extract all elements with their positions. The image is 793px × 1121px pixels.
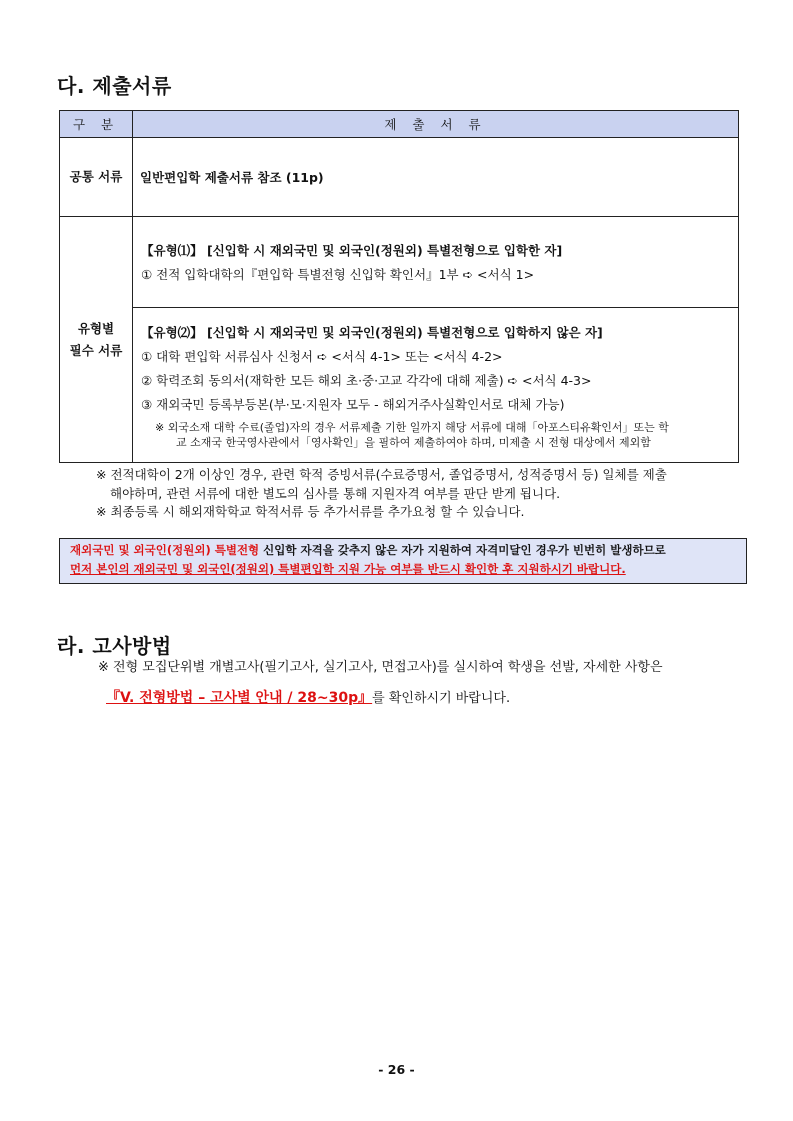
type2-item3: ③ 재외국민 등록부등본(부·모·지원자 모두 - 해외거주사실확인서로 대체 가능) <box>141 397 565 412</box>
table-row-type <box>60 217 739 463</box>
section-title-exam: 라. 고사방법 <box>57 634 172 658</box>
exam-line1: ※ 전형 모집단위별 개별고사(필기고사, 실기고사, 면접고사)를 실시하여 학생을 선발, 자세한 사항은 <box>98 660 663 675</box>
type2-heading: 【유형⑵】 [신입학 시 재외국민 및 외국인(정원외) 특별전형으로 입학하지 않은 자] <box>141 325 603 340</box>
note1-line1: ※ 전적대학이 2개 이상인 경우, 관련 학적 증빙서류(수료증명서, 졸업증명서, 성적증명서 등) 일체를 제출 <box>96 467 667 482</box>
category-type-line2: 필수 서류 <box>69 342 123 358</box>
content-type <box>133 217 739 463</box>
page-number: - 26 - <box>378 1062 415 1077</box>
header-category: 구 분 <box>60 111 133 138</box>
type2-block <box>133 308 738 462</box>
section-title-documents: 다. 제출서류 <box>57 74 172 98</box>
type2-note-line1: ※ 외국소재 대학 수료(졸업)자의 경우 서류제출 기한 일까지 해당 서류에 대해「아포스티유확인서」또는 학 <box>155 421 669 434</box>
category-common: 공통 서류 <box>60 138 133 217</box>
warning-red-text: 재외국민 및 외국인(정원외) 특별전형 <box>70 543 260 557</box>
type1-block <box>133 217 738 308</box>
category-type <box>60 217 133 463</box>
type2-item1: ① 대학 편입학 서류심사 신청서 ➪ <서식 4-1> 또는 <서식 4-2> <box>141 349 503 364</box>
exam-reference: 『V. 전형방법 – 고사별 안내 / 28~30p』 <box>106 690 373 706</box>
type2-note <box>141 420 730 450</box>
exam-line2-rest: 를 확인하시기 바랍니다. <box>372 691 511 706</box>
notes-block <box>96 466 742 522</box>
warning-line2: 먼저 본인의 재외국민 및 외국인(정원외) 특별편입학 지원 가능 여부를 반드시 확인한 후 지원하시기 바랍니다. <box>70 562 626 576</box>
note2: ※ 최종등록 시 해외재학학교 학적서류 등 추가서류를 추가요청 할 수 있습니다. <box>96 504 525 519</box>
warning-line1-rest: 신입학 자격을 갖추지 않은 자가 지원하여 자격미달인 경우가 빈번히 발생하므로 <box>259 543 666 557</box>
table-header-row <box>60 111 739 138</box>
warning-box <box>59 538 747 584</box>
content-common: 일반편입학 제출서류 참조 (11p) <box>133 138 739 217</box>
category-type-line1: 유형별 <box>77 320 115 336</box>
header-documents: 제 출 서 류 <box>133 111 739 138</box>
type2-item2: ② 학력조회 동의서(재학한 모든 해외 초·중·고교 각각에 대해 제출) ➪ <서식 4-3> <box>141 373 592 388</box>
documents-table <box>59 110 739 463</box>
type2-note-line2: 교 소재국 한국영사관에서「영사확인」을 필하여 제출하여야 하며, 미제출 시 전형 대상에서 제외함 <box>176 436 651 449</box>
type1-heading: 【유형⑴】 [신입학 시 재외국민 및 외국인(정원외) 특별전형으로 입학한 자] <box>141 243 563 258</box>
warning-line1 <box>70 541 746 560</box>
type1-item1: ① 전적 입학대학의『편입학 특별전형 신입학 확인서』1부 ➪ <서식 1> <box>141 267 535 282</box>
table-row-common <box>60 138 739 217</box>
exam-text <box>98 653 748 714</box>
note1-line2: 해야하며, 관련 서류에 대한 별도의 심사를 통해 지원자격 여부를 판단 받게 됩니다. <box>110 485 561 501</box>
exam-line2 <box>98 683 748 714</box>
